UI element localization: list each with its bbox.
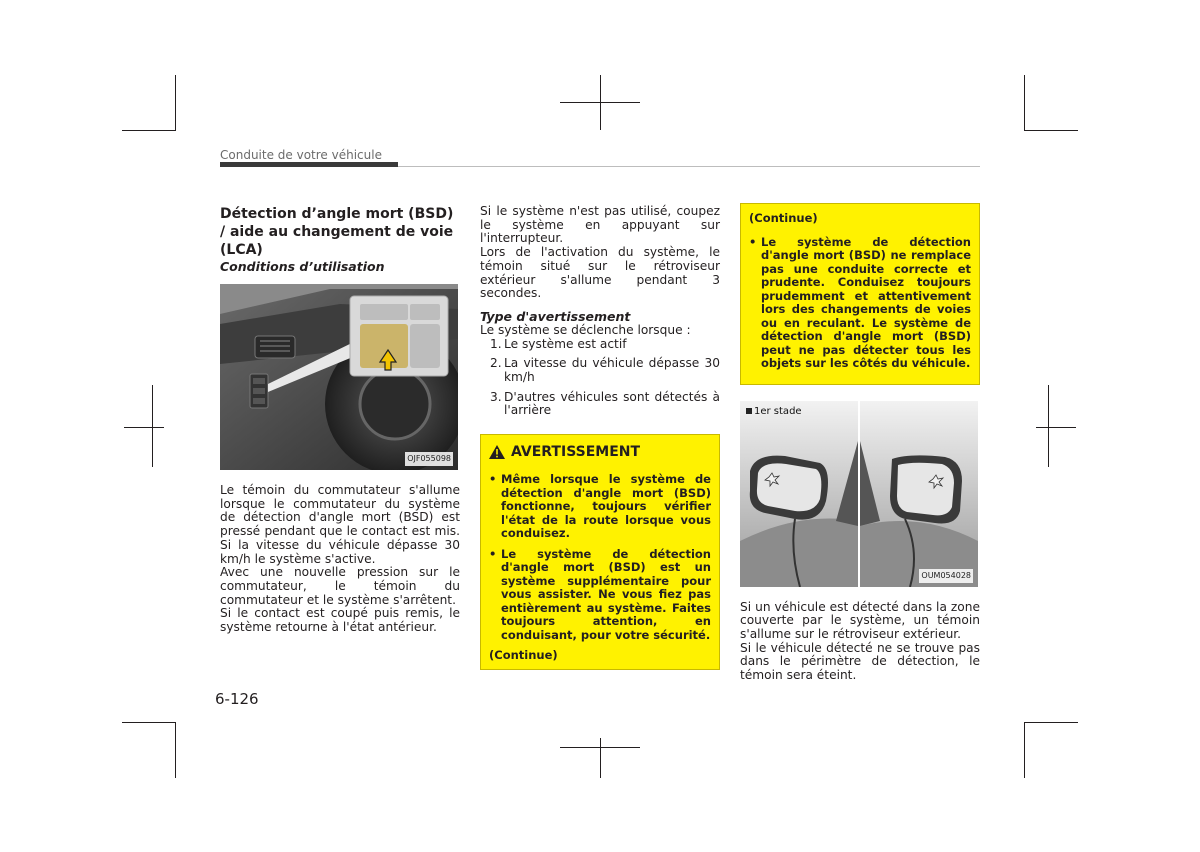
continue-title: (Continue) <box>749 211 818 225</box>
header-rule <box>398 166 980 167</box>
condition-list <box>480 338 720 419</box>
warning-icon <box>489 445 505 459</box>
dashboard-switch-figure <box>220 284 458 470</box>
list-item: 1. Le système est actif <box>490 336 627 351</box>
paragraph: Si le système n'est pas utilisé, coupez le système en appuyant sur l'interrupteur. <box>480 204 720 246</box>
paragraph: Si un véhicule est détecté dans la zone couverte par le système, un témoin s'allume sur le rétroviseur extérieur. <box>740 599 980 641</box>
figure-stage-label: 1er stade <box>746 405 802 419</box>
paragraph: Si le contact est coupé puis remis, le système retourne à l'état antérieur. <box>220 606 460 635</box>
figure-code: OJF055098 <box>405 452 453 466</box>
running-header: Conduite de votre véhicule <box>220 148 382 162</box>
column-right <box>740 205 980 683</box>
mirror-illustration <box>740 401 978 587</box>
warning-list <box>749 236 971 371</box>
page-number: 6-126 <box>215 690 259 708</box>
list-item: 3. D'autres véhicules sont détectés à l'arrière <box>490 389 720 418</box>
section-subtitle: Type d'avertissement <box>480 308 631 324</box>
continue-label: (Continue) <box>489 648 558 663</box>
square-bullet-icon <box>746 408 752 414</box>
section-subtitle: Conditions d’utilisation <box>220 259 385 274</box>
dashboard-illustration <box>220 284 458 470</box>
warning-title: AVERTISSEMENT <box>489 443 711 461</box>
paragraph: Lors de l'activation du système, le témoin situé sur le rétroviseur extérieur s'allume pendant 3 secondes. <box>480 245 720 301</box>
header-bar <box>220 162 398 167</box>
column-left <box>220 205 460 635</box>
paragraph: Avec une nouvelle pression sur le commutateur, le témoin du commutateur et le système s'arrêtent. <box>220 565 460 607</box>
warning-box <box>480 434 720 670</box>
figure-code: OUM054028 <box>919 569 973 583</box>
warning-item: • Le système de détection d'angle mort (BSD) est un système supplémentaire pour vous assister. Ne vous fiez pas entièrement au système. Faites toujours attention, en conduisant, pour votre sécurité. <box>489 546 711 642</box>
warning-list <box>489 473 711 642</box>
warning-box-continued <box>740 203 980 385</box>
list-intro: Le système se déclenche lorsque : <box>480 322 691 337</box>
paragraph: Le témoin du commutateur s'allume lorsque le commutateur du système de détection d'angle mort (BSD) est pressé pendant que le contact est mis. Si la vitesse du véhicule dépasse 30 km/h le système s'active. <box>220 483 460 566</box>
list-item: 2. La vitesse du véhicule dépasse 30 km/h <box>490 356 720 385</box>
section-title: Détection d’angle mort (BSD) / aide au changement de voie (LCA) <box>220 206 454 258</box>
column-middle <box>480 205 720 670</box>
paragraph: Si le véhicule détecté ne se trouve pas dans le périmètre de détection, le témoin sera éteint. <box>740 640 980 683</box>
warning-item: • Le système de détection d'angle mort (BSD) ne remplace pas une conduite correcte et prudente. Conduisez toujours prudemment et attentivement lors des changements de voies ou en reculant. Le système de détection d'angle mort (BSD) peut ne pas détecter tous les objets sur les côtés du véhicule. <box>749 234 971 370</box>
mirror-figure <box>740 401 978 587</box>
warning-item: • Même lorsque le système de détection d'angle mort (BSD) fonctionne, toujours vérifier l'état de la route lorsque vous conduisez. <box>489 472 711 541</box>
